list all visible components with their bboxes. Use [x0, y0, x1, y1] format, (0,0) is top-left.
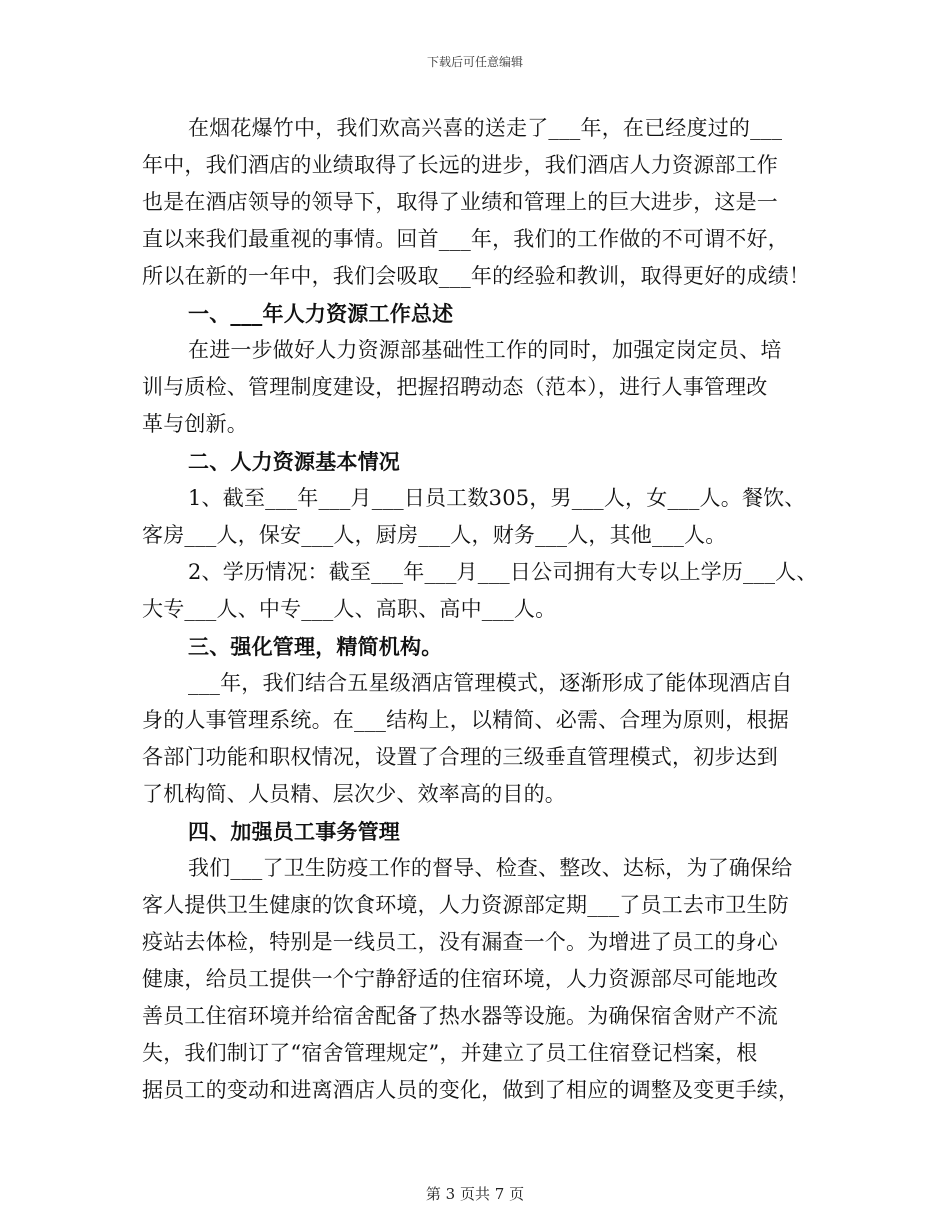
paragraph-line: 据员工的变动和进离酒店人员的变化，做到了相应的调整及变更手续，: [142, 1078, 800, 1102]
paragraph-line: 疫站去体检，特别是一线员工，没有漏查一个。为增进了员工的身心: [142, 930, 778, 954]
section-heading: 二、人力资源基本情况: [188, 449, 400, 474]
paragraph-line: 身的人事管理系统。在___结构上，以精简、必需、合理为原则，根据: [142, 708, 789, 732]
page-footer: 第 3 页共 7 页: [425, 1185, 525, 1203]
paragraph-line: 直以来我们最重视的事情。回首___年，我们的工作做的不可谓不好，: [142, 227, 789, 251]
paragraph-line: ___年，我们结合五星级酒店管理模式，逐渐形成了能体现酒店自: [188, 671, 793, 695]
paragraph-line: 客房___人，保安___人，厨房___人，财务___人，其他___人。: [142, 523, 727, 547]
paragraph-line: 1、截至___年___月___日员工数305，男___人，女___人。餐饮、: [188, 486, 806, 510]
document-body: [142, 110, 818, 1109]
paragraph-line: 2、学历情况：截至___年___月___日公司拥有大专以上学历___人、: [188, 560, 818, 584]
paragraph-line: 所以在新的一年中，我们会吸取___年的经验和教训，取得更好的成绩！: [142, 264, 811, 288]
paragraph-line: 在烟花爆竹中，我们欢高兴喜的送走了___年，在已经度过的___: [188, 116, 783, 140]
paragraph-line: 在进一步做好人力资源部基础性工作的同时，加强定岗定员、培: [188, 338, 782, 362]
paragraph-line: 大专___人、中专___人、高职、高中___人。: [142, 597, 557, 621]
section-heading: 三、强化管理，精简机构。: [188, 634, 443, 659]
paragraph-line: 健康，给员工提供一个宁静舒适的住宿环境，人力资源部尽可能地改: [142, 967, 778, 991]
paragraph-line: 革与创新。: [142, 412, 248, 436]
paragraph-line: 我们___了卫生防疫工作的督导、检查、整改、达标，为了确保给: [188, 856, 793, 880]
paragraph-line: 也是在酒店领导的领导下，取得了业绩和管理上的巨大进步，这是一: [142, 190, 778, 214]
paragraph-line: 各部门功能和职权情况，设置了合理的三级垂直管理模式，初步达到: [142, 745, 778, 769]
paragraph-line: 年中，我们酒店的业绩取得了长远的进步，我们酒店人力资源部工作: [142, 153, 778, 177]
page-header: 下载后可任意编辑: [426, 55, 523, 69]
section-heading: 一、___年人力资源工作总述: [188, 301, 454, 326]
section-heading: 四、加强员工事务管理: [188, 819, 400, 844]
paragraph-line: 善员工住宿环境并给宿舍配备了热水器等设施。为确保宿舍财产不流: [142, 1004, 778, 1028]
paragraph-line: 训与质检、管理制度建设，把握招聘动态（范本），进行人事管理改: [142, 375, 768, 399]
paragraph-line: 失，我们制订了“宿舍管理规定”，并建立了员工住宿登记档案，根: [142, 1041, 758, 1065]
paragraph-line: 了机构简、人员精、层次少、效率高的目的。: [142, 782, 566, 806]
paragraph-line: 客人提供卫生健康的饮食环境，人力资源部定期___了员工去市卫生防: [142, 893, 789, 917]
